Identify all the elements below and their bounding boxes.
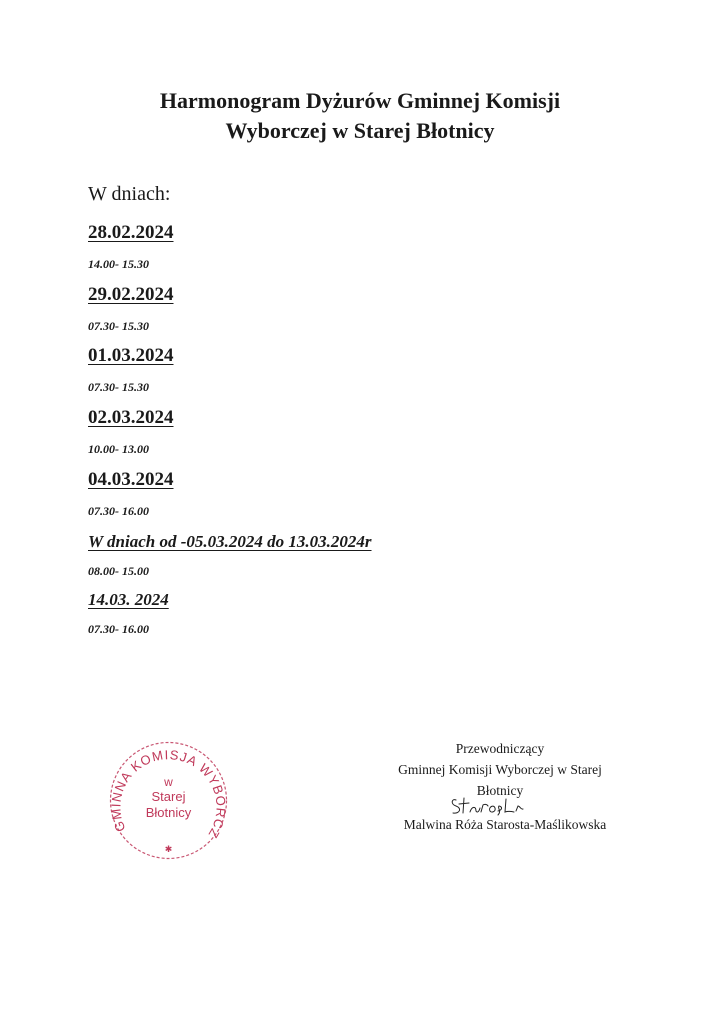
schedule-date: 29.02.2024 [88,284,174,305]
stamp-center [106,738,231,863]
schedule-hours: 08.00- 15.00 [88,564,149,578]
intro-text: W dniach: [88,183,171,205]
schedule-date: 02.03.2024 [88,407,174,428]
schedule-hours: 10.00- 13.00 [88,442,149,456]
schedule-hours: 07.30- 15.30 [88,319,149,333]
official-stamp [106,738,231,863]
schedule-hours: 07.30- 16.00 [88,504,149,518]
schedule-date-range: W dniach od -05.03.2024 do 13.03.2024r [88,532,372,551]
page-title-line-1: Harmonogram Dyżurów Gminnej Komisji [159,88,561,113]
signatory-name: Malwina Róża Starosta-Maślikowska [403,817,607,832]
stamp-line-2: Starej [151,789,186,804]
signature-block [380,738,620,801]
schedule-date: 04.03.2024 [88,469,174,490]
schedule-hours: 07.30- 15.30 [88,380,149,394]
signature-role-line-3: Błotnicy [476,783,524,798]
schedule-date: 14.03. 2024 [88,590,169,609]
schedule-date: 28.02.2024 [88,222,174,243]
stamp-arc-text: GMINNA KOMISJA WYBORCZ [108,747,229,842]
schedule-hours: 14.00- 15.30 [88,257,149,271]
stamp-line-1: w [164,775,173,789]
signature-role-line-2: Gminnej Komisji Wyborczej w Starej [398,762,602,777]
page-title-line-2: Wyborczej w Starej Błotnicy [225,118,495,143]
schedule-hours: 07.30- 16.00 [88,622,149,636]
stamp-star-icon: ✱ [164,844,173,854]
stamp-line-3: Błotnicy [145,805,192,820]
schedule-date: 01.03.2024 [88,345,174,366]
signature-role-line-1: Przewodniczący [455,741,545,756]
